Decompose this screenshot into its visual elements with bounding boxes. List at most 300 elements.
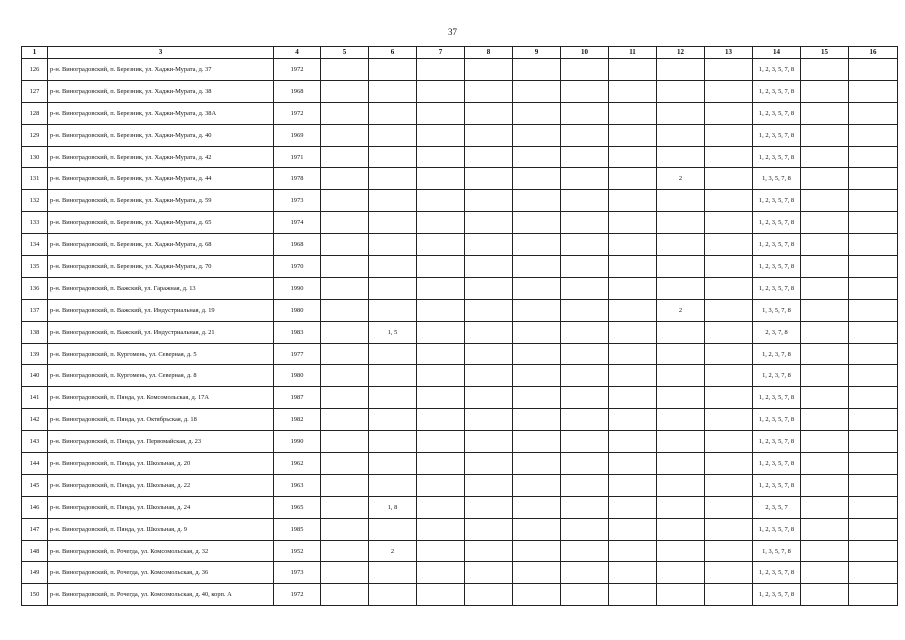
empty-cell xyxy=(561,277,609,299)
empty-cell xyxy=(609,256,657,278)
col12-cell xyxy=(657,584,705,606)
empty-cell xyxy=(321,365,369,387)
empty-cell xyxy=(705,474,753,496)
empty-cell xyxy=(513,409,561,431)
empty-cell xyxy=(561,365,609,387)
year-cell: 1963 xyxy=(274,474,321,496)
column-header: 10 xyxy=(561,47,609,59)
empty-cell xyxy=(561,146,609,168)
empty-cell xyxy=(321,387,369,409)
empty-cell xyxy=(849,365,898,387)
empty-cell xyxy=(417,474,465,496)
header-row xyxy=(22,47,898,59)
table-row xyxy=(22,146,898,168)
col12-cell xyxy=(657,146,705,168)
col6-cell: 1, 5 xyxy=(369,321,417,343)
col12-cell xyxy=(657,80,705,102)
year-cell: 1970 xyxy=(274,256,321,278)
empty-cell xyxy=(321,168,369,190)
column-header: 4 xyxy=(274,47,321,59)
year-cell: 1987 xyxy=(274,387,321,409)
empty-cell xyxy=(849,234,898,256)
column-header: 9 xyxy=(513,47,561,59)
col6-cell xyxy=(369,518,417,540)
empty-cell xyxy=(801,496,849,518)
empty-cell xyxy=(321,409,369,431)
column-header: 7 xyxy=(417,47,465,59)
empty-cell xyxy=(321,59,369,81)
empty-cell xyxy=(561,562,609,584)
table-body xyxy=(22,59,898,606)
empty-cell xyxy=(849,299,898,321)
table-row xyxy=(22,562,898,584)
year-cell: 1968 xyxy=(274,80,321,102)
empty-cell xyxy=(705,190,753,212)
empty-cell xyxy=(801,409,849,431)
empty-cell xyxy=(465,190,513,212)
col6-cell xyxy=(369,387,417,409)
empty-cell xyxy=(417,59,465,81)
empty-cell xyxy=(801,80,849,102)
row-number-cell: 149 xyxy=(22,562,48,584)
col12-cell xyxy=(657,124,705,146)
empty-cell xyxy=(609,518,657,540)
empty-cell xyxy=(705,124,753,146)
empty-cell xyxy=(321,321,369,343)
empty-cell xyxy=(513,234,561,256)
empty-cell xyxy=(465,474,513,496)
column-header: 15 xyxy=(801,47,849,59)
table-row xyxy=(22,431,898,453)
empty-cell xyxy=(849,102,898,124)
col6-cell xyxy=(369,59,417,81)
empty-cell xyxy=(417,540,465,562)
empty-cell xyxy=(321,80,369,102)
empty-cell xyxy=(465,102,513,124)
address-cell: р-н. Виноградовский, п. Пянда, ул. Школьная, д. 20 xyxy=(48,453,274,475)
column-header: 6 xyxy=(369,47,417,59)
empty-cell xyxy=(801,584,849,606)
empty-cell xyxy=(561,299,609,321)
empty-cell xyxy=(849,212,898,234)
empty-cell xyxy=(849,496,898,518)
empty-cell xyxy=(609,387,657,409)
empty-cell xyxy=(513,80,561,102)
empty-cell xyxy=(609,102,657,124)
col12-cell xyxy=(657,562,705,584)
empty-cell xyxy=(513,277,561,299)
empty-cell xyxy=(849,256,898,278)
address-cell: р-н. Виноградовский, п. Березник, ул. Хаджи-Мурата, д. 65 xyxy=(48,212,274,234)
address-cell: р-н. Виноградовский, п. Важский, ул. Индустриальная, д. 19 xyxy=(48,299,274,321)
col14-cell: 2, 3, 7, 8 xyxy=(753,321,801,343)
empty-cell xyxy=(849,277,898,299)
col12-cell xyxy=(657,343,705,365)
col6-cell xyxy=(369,453,417,475)
empty-cell xyxy=(321,453,369,475)
row-number-cell: 132 xyxy=(22,190,48,212)
table-row xyxy=(22,387,898,409)
empty-cell xyxy=(561,234,609,256)
col14-cell: 1, 2, 3, 5, 7, 8 xyxy=(753,190,801,212)
empty-cell xyxy=(801,387,849,409)
empty-cell xyxy=(609,168,657,190)
col12-cell xyxy=(657,496,705,518)
empty-cell xyxy=(513,168,561,190)
empty-cell xyxy=(465,387,513,409)
year-cell: 1978 xyxy=(274,168,321,190)
empty-cell xyxy=(801,299,849,321)
address-cell: р-н. Виноградовский, п. Березник, ул. Хаджи-Мурата, д. 38А xyxy=(48,102,274,124)
empty-cell xyxy=(801,431,849,453)
year-cell: 1982 xyxy=(274,409,321,431)
empty-cell xyxy=(321,234,369,256)
empty-cell xyxy=(849,474,898,496)
col14-cell: 1, 2, 3, 5, 7, 8 xyxy=(753,387,801,409)
empty-cell xyxy=(801,453,849,475)
col14-cell: 1, 2, 3, 5, 7, 8 xyxy=(753,124,801,146)
empty-cell xyxy=(465,146,513,168)
empty-cell xyxy=(561,343,609,365)
col6-cell xyxy=(369,562,417,584)
col12-cell xyxy=(657,212,705,234)
col14-cell: 1, 2, 3, 5, 7, 8 xyxy=(753,256,801,278)
col12-cell xyxy=(657,409,705,431)
empty-cell xyxy=(705,584,753,606)
empty-cell xyxy=(705,234,753,256)
empty-cell xyxy=(561,212,609,234)
column-header: 12 xyxy=(657,47,705,59)
empty-cell xyxy=(465,80,513,102)
empty-cell xyxy=(705,518,753,540)
empty-cell xyxy=(705,540,753,562)
empty-cell xyxy=(705,168,753,190)
address-cell: р-н. Виноградовский, п. Пянда, ул. Школьная, д. 24 xyxy=(48,496,274,518)
row-number-cell: 138 xyxy=(22,321,48,343)
empty-cell xyxy=(561,387,609,409)
empty-cell xyxy=(705,496,753,518)
empty-cell xyxy=(417,365,465,387)
empty-cell xyxy=(561,256,609,278)
col14-cell: 1, 2, 3, 5, 7, 8 xyxy=(753,59,801,81)
year-cell: 1973 xyxy=(274,562,321,584)
row-number-cell: 137 xyxy=(22,299,48,321)
address-cell: р-н. Виноградовский, п. Березник, ул. Хаджи-Мурата, д. 59 xyxy=(48,190,274,212)
empty-cell xyxy=(417,562,465,584)
empty-cell xyxy=(321,146,369,168)
empty-cell xyxy=(417,343,465,365)
empty-cell xyxy=(465,496,513,518)
empty-cell xyxy=(321,299,369,321)
empty-cell xyxy=(609,80,657,102)
table-row xyxy=(22,59,898,81)
empty-cell xyxy=(321,256,369,278)
empty-cell xyxy=(609,496,657,518)
empty-cell xyxy=(561,168,609,190)
column-header: 14 xyxy=(753,47,801,59)
row-number-cell: 135 xyxy=(22,256,48,278)
table-row xyxy=(22,212,898,234)
empty-cell xyxy=(705,365,753,387)
register-table xyxy=(21,46,898,606)
table-row xyxy=(22,299,898,321)
empty-cell xyxy=(609,59,657,81)
col6-cell xyxy=(369,190,417,212)
column-header: 5 xyxy=(321,47,369,59)
empty-cell xyxy=(849,409,898,431)
address-cell: р-н. Виноградовский, п. Кургомень, ул. Северная, д. 5 xyxy=(48,343,274,365)
empty-cell xyxy=(321,540,369,562)
empty-cell xyxy=(609,409,657,431)
empty-cell xyxy=(849,124,898,146)
empty-cell xyxy=(609,212,657,234)
empty-cell xyxy=(705,321,753,343)
empty-cell xyxy=(417,299,465,321)
empty-cell xyxy=(561,474,609,496)
table-row xyxy=(22,124,898,146)
table-row xyxy=(22,365,898,387)
empty-cell xyxy=(321,277,369,299)
address-cell: р-н. Виноградовский, п. Кургомень, ул. Северная, д. 8 xyxy=(48,365,274,387)
year-cell: 1952 xyxy=(274,540,321,562)
empty-cell xyxy=(609,431,657,453)
col6-cell: 1, 8 xyxy=(369,496,417,518)
col6-cell xyxy=(369,146,417,168)
col14-cell: 1, 2, 3, 5, 7, 8 xyxy=(753,409,801,431)
year-cell: 1983 xyxy=(274,321,321,343)
empty-cell xyxy=(465,562,513,584)
address-cell: р-н. Виноградовский, п. Березник, ул. Хаджи-Мурата, д. 42 xyxy=(48,146,274,168)
address-cell: р-н. Виноградовский, п. Пянда, ул. Школьная, д. 9 xyxy=(48,518,274,540)
col12-cell xyxy=(657,540,705,562)
col14-cell: 1, 2, 3, 5, 7, 8 xyxy=(753,518,801,540)
empty-cell xyxy=(609,540,657,562)
address-cell: р-н. Виноградовский, п. Пянда, ул. Комсомольская, д. 17А xyxy=(48,387,274,409)
col14-cell: 1, 2, 3, 5, 7, 8 xyxy=(753,562,801,584)
year-cell: 1965 xyxy=(274,496,321,518)
empty-cell xyxy=(417,190,465,212)
empty-cell xyxy=(321,343,369,365)
empty-cell xyxy=(849,540,898,562)
empty-cell xyxy=(465,234,513,256)
empty-cell xyxy=(705,102,753,124)
empty-cell xyxy=(561,321,609,343)
empty-cell xyxy=(849,431,898,453)
empty-cell xyxy=(801,343,849,365)
empty-cell xyxy=(705,453,753,475)
col14-cell: 1, 2, 3, 5, 7, 8 xyxy=(753,584,801,606)
empty-cell xyxy=(417,453,465,475)
col14-cell: 1, 2, 3, 5, 7, 8 xyxy=(753,212,801,234)
row-number-cell: 126 xyxy=(22,59,48,81)
empty-cell xyxy=(417,321,465,343)
column-header: 16 xyxy=(849,47,898,59)
row-number-cell: 130 xyxy=(22,146,48,168)
empty-cell xyxy=(321,190,369,212)
col6-cell xyxy=(369,277,417,299)
row-number-cell: 142 xyxy=(22,409,48,431)
year-cell: 1973 xyxy=(274,190,321,212)
empty-cell xyxy=(609,190,657,212)
year-cell: 1972 xyxy=(274,59,321,81)
col12-cell xyxy=(657,453,705,475)
col14-cell: 1, 2, 3, 5, 7, 8 xyxy=(753,277,801,299)
empty-cell xyxy=(417,168,465,190)
empty-cell xyxy=(417,518,465,540)
col6-cell xyxy=(369,409,417,431)
empty-cell xyxy=(465,59,513,81)
row-number-cell: 143 xyxy=(22,431,48,453)
table-row xyxy=(22,584,898,606)
col12-cell xyxy=(657,431,705,453)
empty-cell xyxy=(513,365,561,387)
row-number-cell: 146 xyxy=(22,496,48,518)
year-cell: 1990 xyxy=(274,277,321,299)
row-number-cell: 133 xyxy=(22,212,48,234)
col14-cell: 1, 2, 3, 5, 7, 8 xyxy=(753,102,801,124)
year-cell: 1969 xyxy=(274,124,321,146)
col6-cell xyxy=(369,431,417,453)
col6-cell xyxy=(369,365,417,387)
empty-cell xyxy=(513,453,561,475)
row-number-cell: 131 xyxy=(22,168,48,190)
col6-cell xyxy=(369,474,417,496)
empty-cell xyxy=(609,299,657,321)
col12-cell xyxy=(657,277,705,299)
page-number: 37 xyxy=(448,27,457,37)
col6-cell: 2 xyxy=(369,540,417,562)
col6-cell xyxy=(369,234,417,256)
empty-cell xyxy=(705,299,753,321)
empty-cell xyxy=(321,584,369,606)
empty-cell xyxy=(465,431,513,453)
empty-cell xyxy=(465,212,513,234)
empty-cell xyxy=(561,431,609,453)
col12-cell xyxy=(657,387,705,409)
table-row xyxy=(22,234,898,256)
empty-cell xyxy=(849,387,898,409)
empty-cell xyxy=(849,146,898,168)
empty-cell xyxy=(513,474,561,496)
col6-cell xyxy=(369,343,417,365)
row-number-cell: 147 xyxy=(22,518,48,540)
col12-cell xyxy=(657,102,705,124)
empty-cell xyxy=(465,518,513,540)
address-cell: р-н. Виноградовский, п. Пянда, ул. Первомайская, д. 23 xyxy=(48,431,274,453)
empty-cell xyxy=(849,518,898,540)
empty-cell xyxy=(417,102,465,124)
empty-cell xyxy=(417,146,465,168)
col14-cell: 1, 2, 3, 5, 7, 8 xyxy=(753,453,801,475)
empty-cell xyxy=(801,518,849,540)
empty-cell xyxy=(609,562,657,584)
empty-cell xyxy=(609,365,657,387)
table-row xyxy=(22,256,898,278)
address-cell: р-н. Виноградовский, п. Важский, ул. Гаражная, д. 13 xyxy=(48,277,274,299)
table-row xyxy=(22,168,898,190)
table-row xyxy=(22,343,898,365)
address-cell: р-н. Виноградовский, п. Рочегда, ул. Комсомольская, д. 36 xyxy=(48,562,274,584)
empty-cell xyxy=(465,453,513,475)
col6-cell xyxy=(369,80,417,102)
year-cell: 1990 xyxy=(274,431,321,453)
year-cell: 1977 xyxy=(274,343,321,365)
empty-cell xyxy=(609,124,657,146)
row-number-cell: 140 xyxy=(22,365,48,387)
year-cell: 1974 xyxy=(274,212,321,234)
empty-cell xyxy=(849,584,898,606)
empty-cell xyxy=(849,343,898,365)
empty-cell xyxy=(705,431,753,453)
empty-cell xyxy=(801,59,849,81)
empty-cell xyxy=(609,584,657,606)
empty-cell xyxy=(321,124,369,146)
empty-cell xyxy=(465,540,513,562)
row-number-cell: 144 xyxy=(22,453,48,475)
address-cell: р-н. Виноградовский, п. Березник, ул. Хаджи-Мурата, д. 70 xyxy=(48,256,274,278)
empty-cell xyxy=(801,102,849,124)
row-number-cell: 141 xyxy=(22,387,48,409)
row-number-cell: 134 xyxy=(22,234,48,256)
row-number-cell: 136 xyxy=(22,277,48,299)
empty-cell xyxy=(513,321,561,343)
empty-cell xyxy=(849,59,898,81)
year-cell: 1962 xyxy=(274,453,321,475)
empty-cell xyxy=(321,496,369,518)
address-cell: р-н. Виноградовский, п. Рочегда, ул. Комсомольская, д. 32 xyxy=(48,540,274,562)
empty-cell xyxy=(561,409,609,431)
empty-cell xyxy=(561,124,609,146)
empty-cell xyxy=(465,168,513,190)
empty-cell xyxy=(513,212,561,234)
year-cell: 1972 xyxy=(274,584,321,606)
empty-cell xyxy=(513,59,561,81)
empty-cell xyxy=(561,496,609,518)
address-cell: р-н. Виноградовский, п. Важский, ул. Индустриальная, д. 21 xyxy=(48,321,274,343)
year-cell: 1980 xyxy=(274,365,321,387)
column-header: 11 xyxy=(609,47,657,59)
empty-cell xyxy=(849,168,898,190)
empty-cell xyxy=(417,124,465,146)
table-row xyxy=(22,474,898,496)
col12-cell xyxy=(657,234,705,256)
empty-cell xyxy=(705,409,753,431)
empty-cell xyxy=(561,190,609,212)
year-cell: 1971 xyxy=(274,146,321,168)
empty-cell xyxy=(705,59,753,81)
col12-cell xyxy=(657,474,705,496)
address-cell: р-н. Виноградовский, п. Березник, ул. Хаджи-Мурата, д. 37 xyxy=(48,59,274,81)
table-row xyxy=(22,540,898,562)
empty-cell xyxy=(609,277,657,299)
empty-cell xyxy=(513,518,561,540)
empty-cell xyxy=(513,190,561,212)
row-number-cell: 145 xyxy=(22,474,48,496)
empty-cell xyxy=(465,365,513,387)
empty-cell xyxy=(801,234,849,256)
empty-cell xyxy=(417,409,465,431)
col14-cell: 1, 3, 5, 7, 8 xyxy=(753,299,801,321)
col6-cell xyxy=(369,256,417,278)
empty-cell xyxy=(417,277,465,299)
address-cell: р-н. Виноградовский, п. Рочегда, ул. Комсомольская, д. 40, корп. А xyxy=(48,584,274,606)
empty-cell xyxy=(705,80,753,102)
col14-cell: 1, 3, 5, 7, 8 xyxy=(753,540,801,562)
col14-cell: 1, 2, 3, 5, 7, 8 xyxy=(753,431,801,453)
empty-cell xyxy=(321,474,369,496)
empty-cell xyxy=(561,540,609,562)
row-number-cell: 128 xyxy=(22,102,48,124)
